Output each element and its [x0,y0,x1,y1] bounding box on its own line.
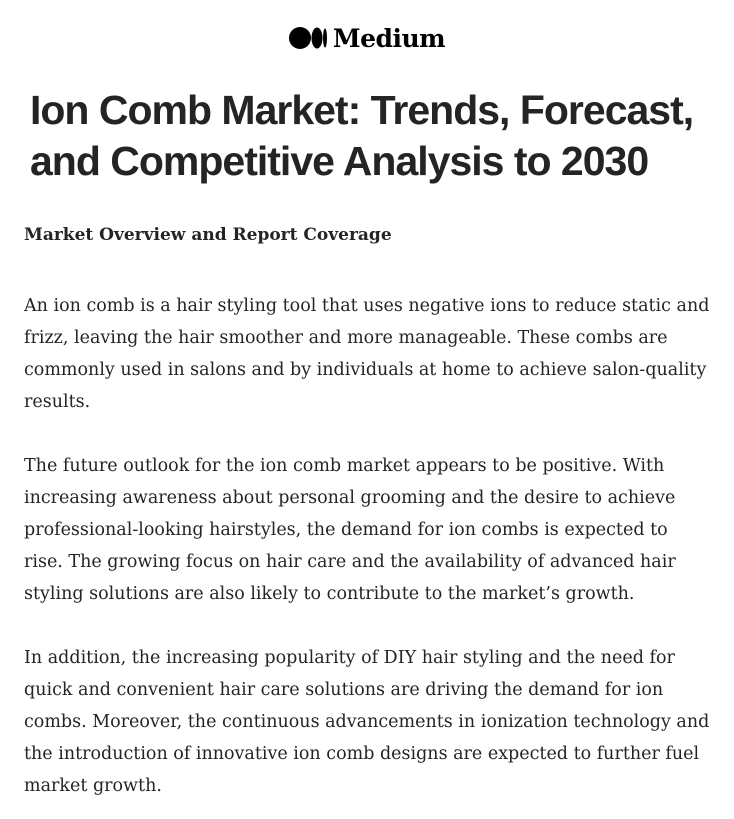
site-header [0,0,734,76]
medium-wordmark: Medium [332,23,446,53]
medium-logo-icon [289,27,327,49]
article-title: Ion Comb Market: Trends, Forecast, and Competitive Analysis to 2030 [30,87,694,184]
paragraph-1: An ion comb is a hair styling tool that uses negative ions to reduce static and frizz, leaving the hair smoother and more manageable. These combs are commonly used in salons and by individuals at home to achieve salon-quality results. [24,296,710,412]
article-body [0,223,734,802]
paragraph-3: In addition, the increasing popularity of DIY hair styling and the need for quick and convenient hair care solutions are driving the demand for ion combs. Moreover, the continuous advancements in ionization technology and the introduction of innovative ion comb designs are expected to further fuel market growth. [24,648,710,796]
medium-logo-link[interactable] [289,24,445,53]
section-heading: Market Overview and Report Coverage [24,225,392,245]
paragraph-2: The future outlook for the ion comb market appears to be positive. With increasing awareness about personal grooming and the desire to achieve professional-looking hairstyles, the demand for ion combs is expected to rise. The growing focus on hair care and the availability of advanced hair styling solutions are also likely to contribute to the market’s growth. [24,456,676,604]
